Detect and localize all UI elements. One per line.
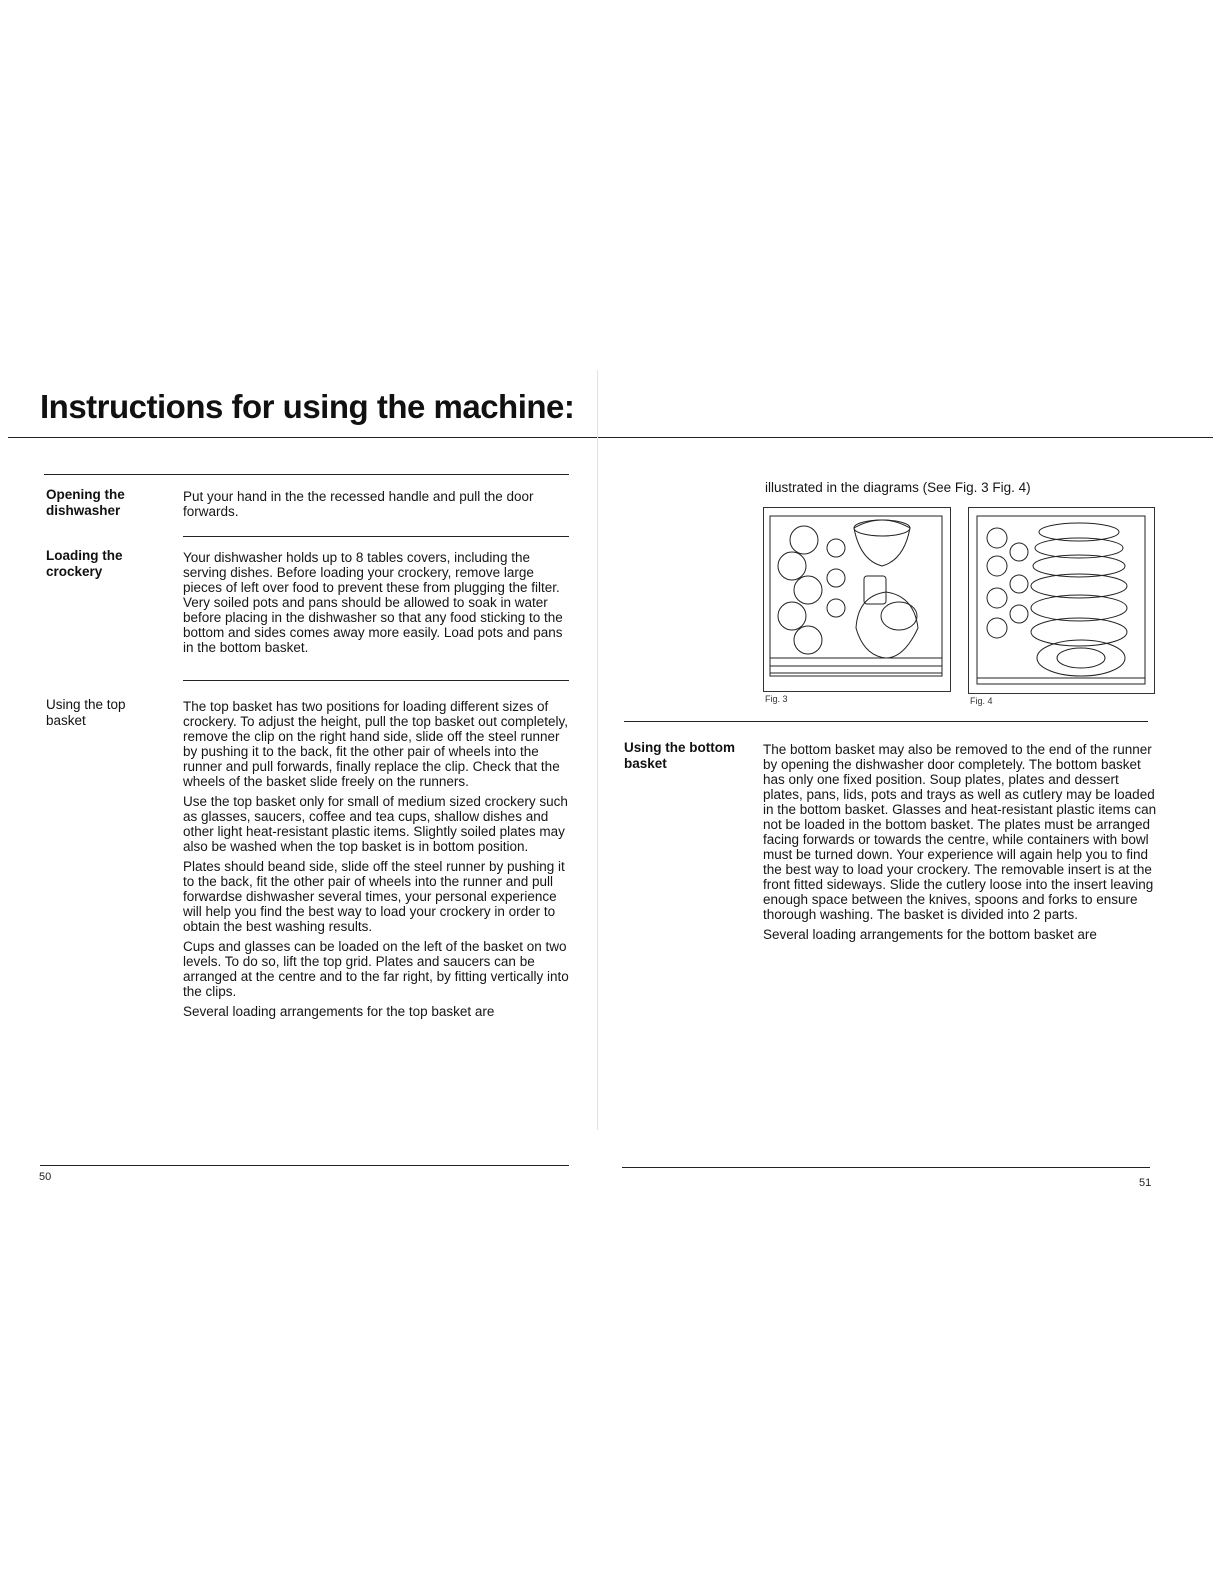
paragraph: Cups and glasses can be loaded on the left of the basket on two levels. To do so, lift the top grid. Plates and saucers can be arranged at the centre and to the far right, by fitting vertically into the clips.	[183, 939, 569, 999]
section-body-loading	[183, 550, 573, 660]
figure-label: Fig. 3	[765, 694, 788, 704]
section-divider	[624, 721, 1148, 722]
paragraph: Your dishwasher holds up to 8 tables covers, including the serving dishes. Before loading your crockery, remove large pieces of left over food to prevent these from plugging the filter. Very soiled pots and pans should be allowed to soak in water before placing in the dishwasher so that any food sticking to the bottom and sides comes away more easily. Load pots and pans in the bottom basket.	[183, 550, 563, 655]
section-divider	[44, 474, 569, 475]
figure-label: Fig. 4	[970, 696, 993, 706]
section-divider	[183, 680, 569, 681]
section-label-top-basket: Using the top basket	[46, 697, 126, 728]
section-label-opening: Opening the dishwasher	[46, 487, 125, 518]
page-title: Instructions for using the machine:	[40, 388, 575, 425]
paragraph: Put your hand in the the recessed handle and pull the door forwards.	[183, 489, 534, 519]
title-divider	[8, 437, 1213, 438]
figure-4	[968, 507, 1155, 694]
footer-divider	[40, 1165, 569, 1166]
page-number: 51	[1139, 1177, 1152, 1189]
paragraph: Plates should beand side, slide off the steel runner by pushing it to the back, fit the other pair of wheels into the runner and pull forwardse dishwasher several times, your personal experience will help you find the best way to load your crockery in order to obtain the best washing results.	[183, 859, 565, 934]
section-body-opening	[183, 489, 571, 524]
figures-intro: illustrated in the diagrams (See Fig. 3 Fig. 4)	[765, 480, 1031, 495]
figure-3	[763, 507, 951, 692]
section-label-loading: Loading the crockery	[46, 548, 123, 579]
section-divider	[183, 536, 569, 537]
paragraph: Use the top basket only for small of medium sized crockery such as glasses, saucers, coffee and tea cups, shallow dishes and other light heat-resistant plastic items. Slightly soiled plates may also be washed when the top basket is in bottom position.	[183, 794, 568, 854]
section-label-bottom-basket: Using the bottom basket	[624, 740, 735, 771]
section-body-bottom-basket	[763, 742, 1161, 947]
bottom-basket-loaded-illustration-icon	[969, 508, 1154, 693]
footer-divider	[622, 1167, 1150, 1168]
section-body-top-basket	[183, 699, 573, 1024]
page-number: 50	[39, 1171, 52, 1183]
page-fold	[597, 370, 598, 1130]
top-basket-loaded-illustration-icon	[764, 508, 950, 691]
paragraph: The top basket has two positions for loading different sizes of crockery. To adjust the height, pull the top basket out completely, remove the clip on the right hand side, slide off the steel runner by pushing it to the back, fit the other pair of wheels into the runner and pull forwards, finally replace the clip. Check that the wheels of the basket slide freely on the runners.	[183, 699, 568, 789]
paragraph: Several loading arrangements for the bottom basket are	[763, 927, 1097, 942]
paragraph: The bottom basket may also be removed to the end of the runner by opening the dishwasher door completely. The bottom basket has only one fixed position. Soup plates, plates and dessert plates, pans, lids, pots and trays as well as cutlery may be loaded in the bottom basket. Glasses and heat-resistant plastic items can not be loaded in the bottom basket. The plates must be arranged facing forwards or towards the centre, while containers with bowl must be turned down. Your experience will again help you to find the best way to load your crockery. The removable insert is at the front fitted sideways. Slide the cutlery loose into the insert leaving enough space between the knives, spoons and forks to ensure thorough washing. The basket is divided into 2 parts.	[763, 742, 1157, 922]
paragraph: Several loading arrangements for the top basket are	[183, 1004, 495, 1019]
